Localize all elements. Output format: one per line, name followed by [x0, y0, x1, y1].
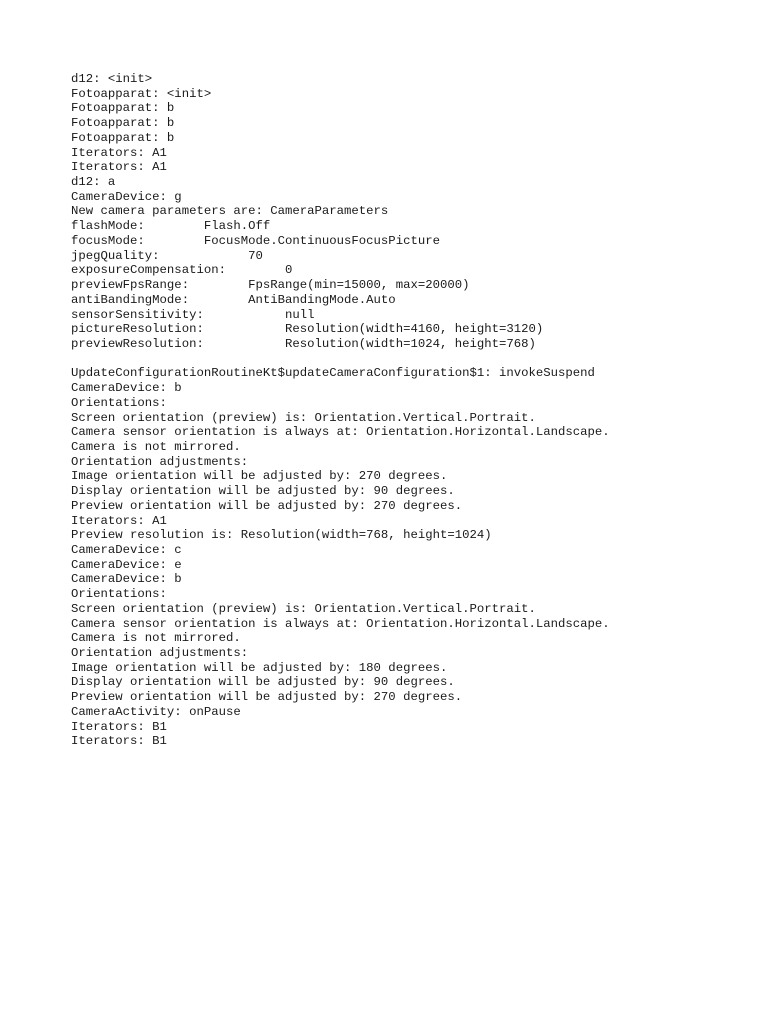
log-line: CameraDevice: g [71, 189, 182, 204]
log-line: Camera is not mirrored. [71, 439, 241, 454]
log-line: CameraDevice: b [71, 381, 182, 396]
log-line: sensorSensitivity: null [71, 307, 315, 322]
log-line: Camera sensor orientation is always at: Orientation.Horizontal.Landscape. [71, 616, 610, 631]
log-line: Iterators: A1 [71, 513, 167, 528]
log-line: Preview orientation will be adjusted by: 270 degrees. [71, 498, 463, 513]
log-line: antiBandingMode: AntiBandingMode.Auto [71, 292, 396, 307]
log-line: Fotoapparat: b [71, 130, 175, 145]
log-line: exposureCompensation: 0 [71, 263, 293, 278]
log-line: Display orientation will be adjusted by: 90 degrees. [71, 484, 455, 499]
log-line: d12: a [71, 175, 116, 190]
log-line: flashMode: Flash.Off [71, 219, 271, 234]
log-line: Image orientation will be adjusted by: 270 degrees. [71, 469, 448, 484]
log-line: CameraActivity: onPause [71, 704, 241, 719]
log-line: CameraDevice: b [71, 572, 182, 587]
log-line: d12: <init> [71, 72, 153, 86]
log-output [71, 72, 610, 749]
log-line: CameraDevice: c [71, 543, 182, 557]
log-line: Orientation adjustments: [71, 454, 249, 469]
log-line: Screen orientation (preview) is: Orientation.Vertical.Portrait. [71, 410, 536, 425]
log-line: Fotoapparat: b [71, 101, 175, 116]
log-line: Display orientation will be adjusted by: 90 degrees. [71, 675, 455, 690]
log-line: Camera is not mirrored. [71, 631, 241, 646]
log-line: Iterators: A1 [71, 145, 167, 160]
log-line: Preview resolution is: Resolution(width=768, height=1024) [71, 528, 492, 543]
blank-line [71, 352, 610, 367]
log-line: CameraDevice: e [71, 557, 182, 572]
log-line: previewResolution: Resolution(width=1024, height=768) [71, 336, 536, 351]
log-line: Iterators: B1 [71, 734, 167, 749]
log-line: Iterators: A1 [71, 160, 167, 175]
log-line: New camera parameters are: CameraParameters [71, 204, 389, 219]
log-line: Fotoapparat: <init> [71, 86, 212, 101]
log-line: Fotoapparat: b [71, 116, 175, 131]
log-line: Iterators: B1 [71, 719, 167, 734]
log-line: UpdateConfigurationRoutineKt$updateCameraConfiguration$1: invokeSuspend [71, 366, 595, 381]
log-line: Orientation adjustments: [71, 646, 249, 661]
log-line: Image orientation will be adjusted by: 180 degrees. [71, 660, 448, 675]
log-line: Preview orientation will be adjusted by: 270 degrees. [71, 690, 463, 705]
log-line: jpegQuality: 70 [71, 248, 263, 263]
log-line: Orientations: [71, 395, 167, 410]
log-line: Camera sensor orientation is always at: Orientation.Horizontal.Landscape. [71, 425, 610, 440]
log-line: focusMode: FocusMode.ContinuousFocusPicture [71, 233, 440, 248]
log-line: Screen orientation (preview) is: Orientation.Vertical.Portrait. [71, 601, 536, 616]
log-line: Orientations: [71, 587, 167, 602]
log-line: previewFpsRange: FpsRange(min=15000, max=20000) [71, 278, 470, 293]
log-line: pictureResolution: Resolution(width=4160, height=3120) [71, 322, 544, 337]
